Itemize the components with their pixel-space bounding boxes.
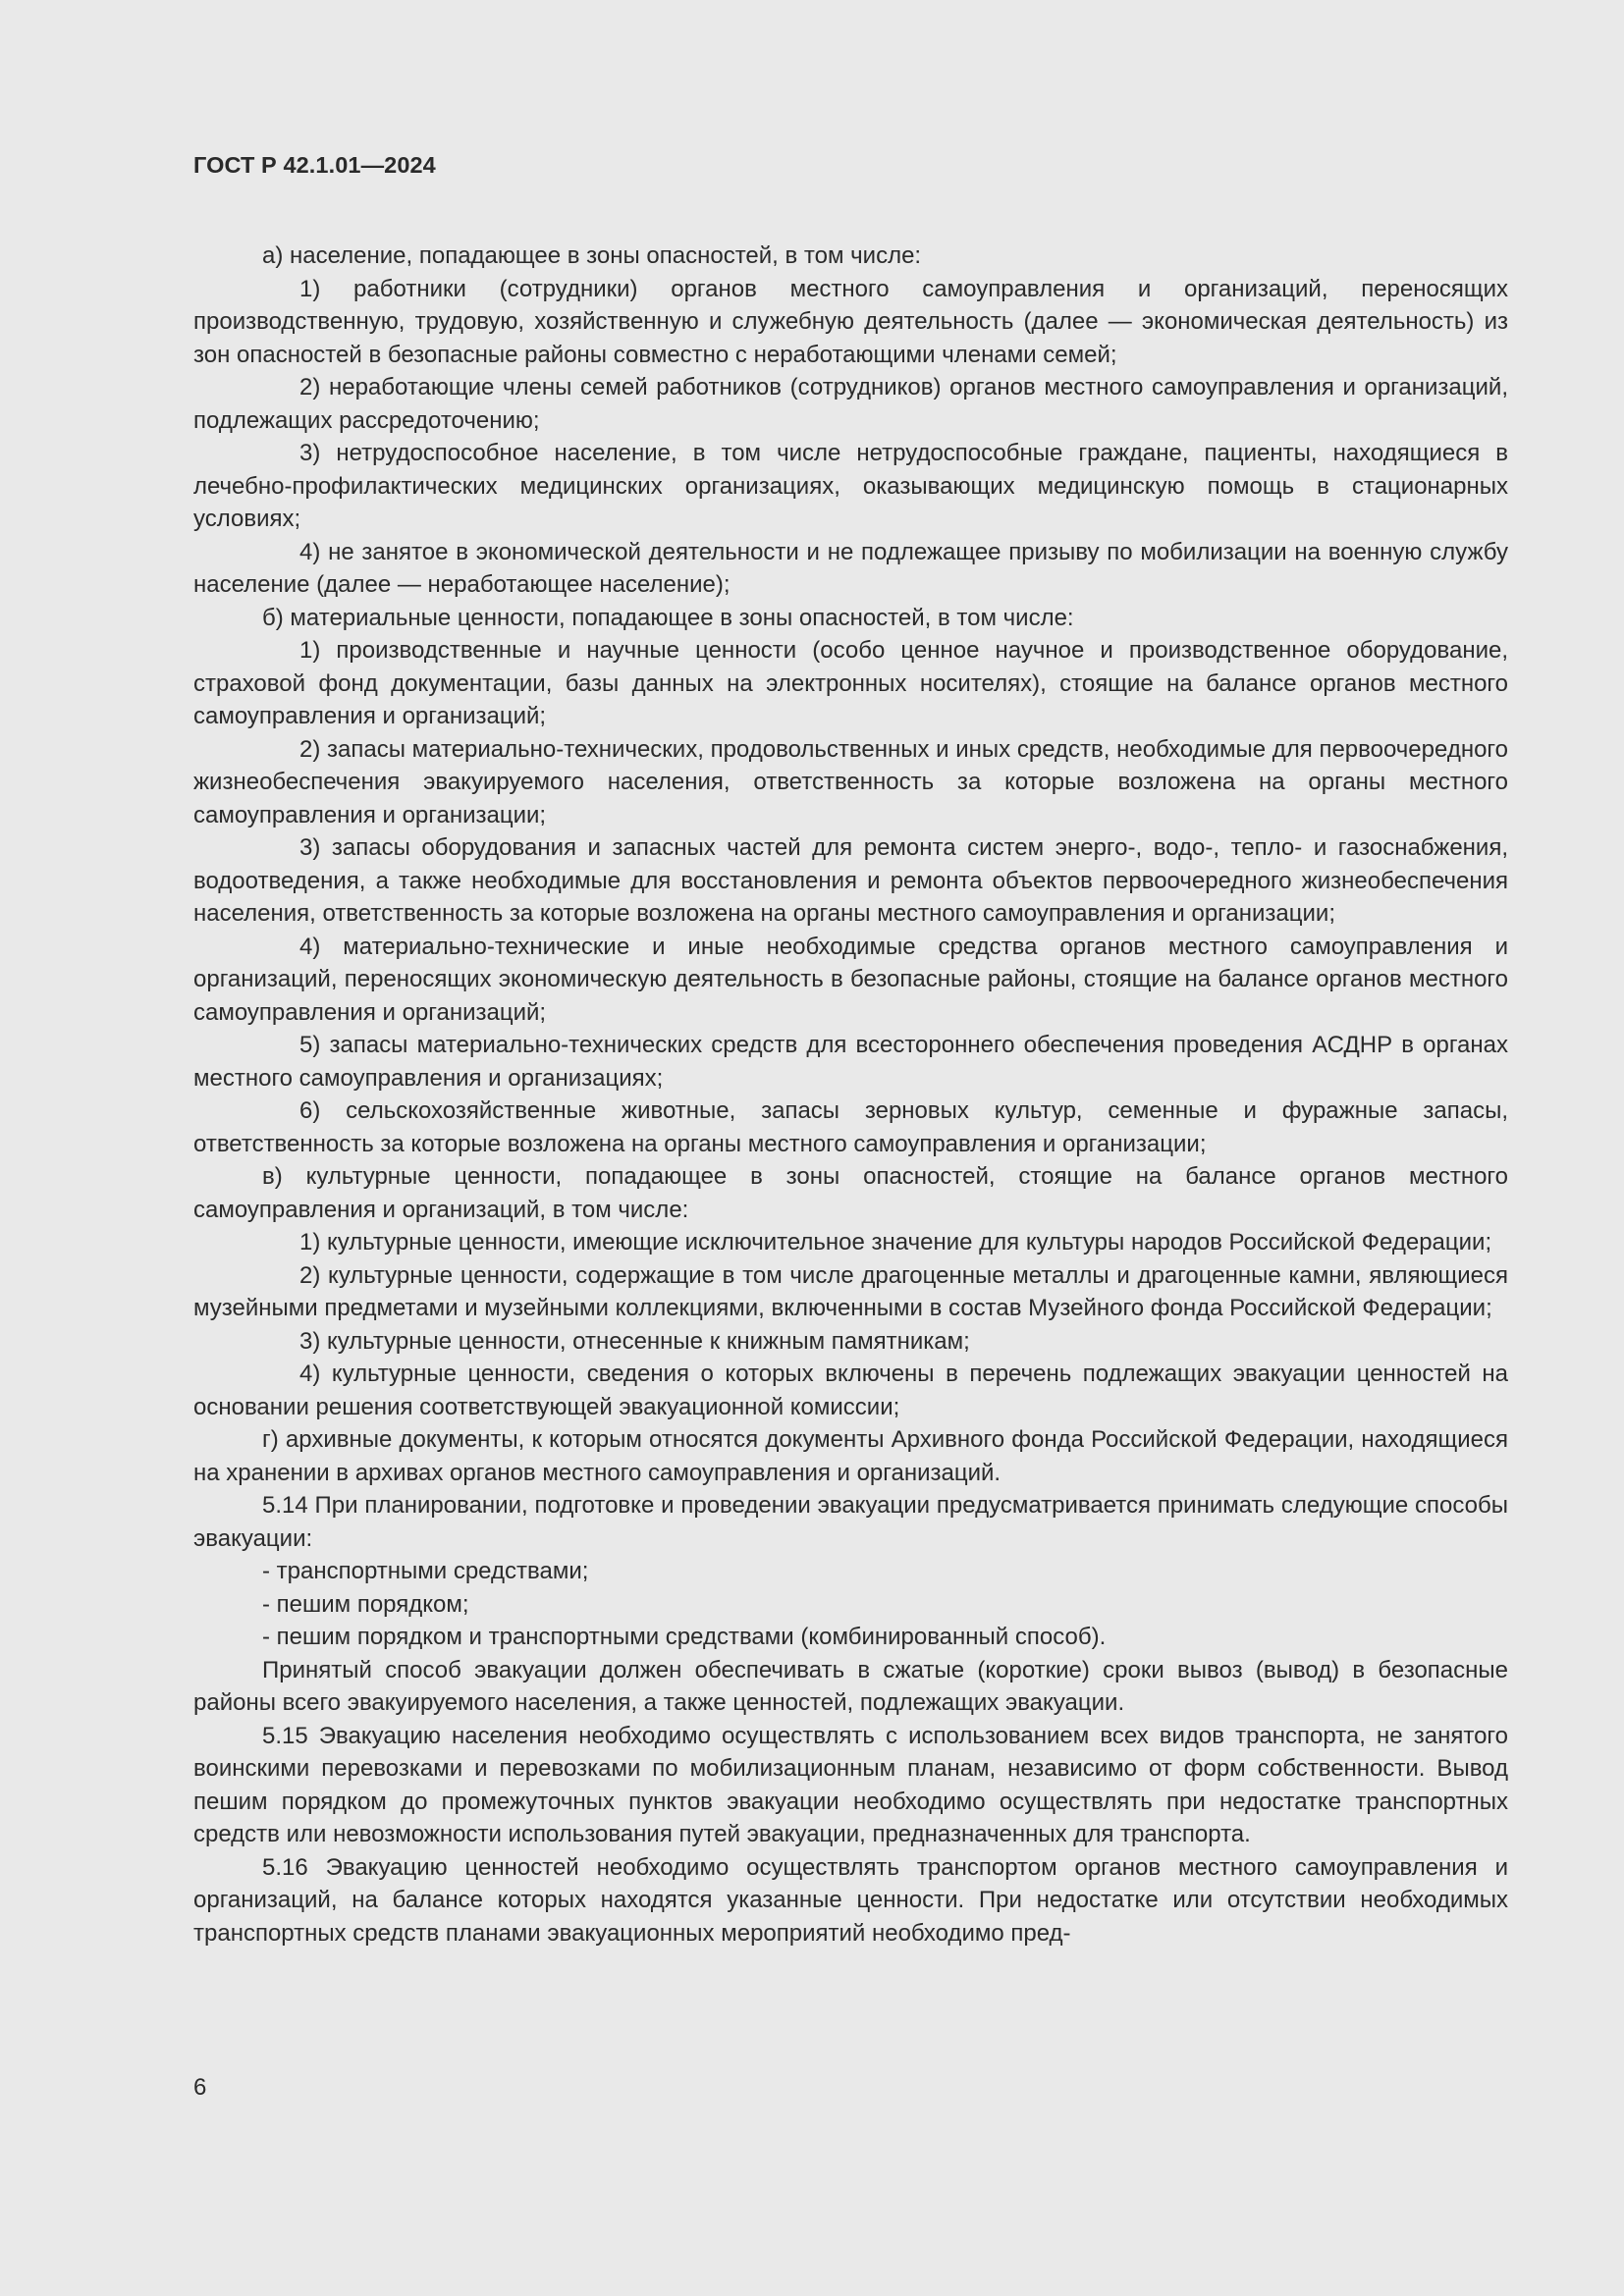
document-page [193,147,1508,1949]
paragraph: 1) производственные и научные ценности (особо ценное научное и производственное оборудование, страховой фонд документации, базы данных на электронных носителях), стоящие на балансе органов местного самоуправления и организаций; [193,637,1508,729]
paragraph: 5.14 При планировании, подготовке и проведении эвакуации предусматривается принимать следующие способы эвакуации: [193,1492,1508,1552]
list-item: - пешим порядком; [262,1590,469,1618]
paragraph: а) население, попадающее в зоны опасностей, в том числе: [262,242,922,269]
paragraph: 3) нетрудоспособное население, в том числе нетрудоспособные граждане, пациенты, находящиеся в лечебно-профилактических медицинских организациях, оказывающих медицинскую помощь в стационарных условиях; [193,440,1508,532]
paragraph: 1) культурные ценности, имеющие исключительное значение для культуры народов Российской Федерации; [299,1229,1492,1255]
document-header: ГОСТ Р 42.1.01—2024 [193,152,436,178]
paragraph: г) архивные документы, к которым относятся документы Архивного фонда Российской Федерации, находящиеся на хранении в архивах органов местного самоуправления и организаций. [193,1426,1508,1486]
paragraph: 1) работники (сотрудники) органов местного самоуправления и организаций, переносящих производственную, трудовую, хозяйственную и служебную деятельность (далее — экономическая деятельность) из зон опасностей в безопасные районы совместно с неработающими членами семей; [193,275,1508,368]
paragraph: 3) культурные ценности, отнесенные к книжным памятникам; [299,1327,970,1355]
paragraph: 6) сельскохозяйственные животные, запасы зерновых культур, семенные и фуражные запасы, ответственность за которые возложена на органы местного самоуправления и организации; [193,1097,1508,1157]
paragraph: 5) запасы материально-технических средств для всестороннего обеспечения проведения АСДНР в органах местного самоуправления и организациях; [193,1032,1508,1092]
list-item: - транспортными средствами; [262,1558,589,1584]
paragraph: 5.16 Эвакуацию ценностей необходимо осуществлять транспортом органов местного самоуправления и организаций, на балансе которых находятся указанные ценности. При недостатке или отсутствии необходимых транспортных средств планами эвакуационных мероприятий необходимо пред- [193,1853,1508,1947]
paragraph: Принятый способ эвакуации должен обеспечивать в сжатые (короткие) сроки вывоз (вывод) в безопасные районы всего эвакуируемого населения, а также ценностей, подлежащих эвакуации. [193,1656,1508,1716]
paragraph: 5.15 Эвакуацию населения необходимо осуществлять с использованием всех видов транспорта, не занятого воинскими перевозками и перевозками по мобилизационным планам, независимо от форм собственности. Вывод пешим порядком до промежуточных пунктов эвакуации необходимо осуществлять при недостатке транспортных средств или невозможности использования путей эвакуации, предназначенных для транспорта. [193,1722,1508,1847]
paragraph: 2) запасы материально-технических, продовольственных и иных средств, необходимые для первоочередного жизнеобеспечения эвакуируемого населения, ответственность за которые возложена на органы местного самоуправления и организации; [193,735,1508,828]
page-number: 6 [193,2074,207,2101]
paragraph: 4) не занятое в экономической деятельности и не подлежащее призыву по мобилизации на военную службу население (далее — неработающее население); [193,538,1508,598]
paragraph: 4) культурные ценности, сведения о которых включены в перечень подлежащих эвакуации ценностей на основании решения соответствующей эвакуационной комиссии; [193,1361,1508,1420]
paragraph: в) культурные ценности, попадающее в зоны опасностей, стоящие на балансе органов местного самоуправления и организаций, в том числе: [193,1163,1508,1223]
document-body [193,240,1508,1949]
list-item: - пешим порядком и транспортными средствами (комбинированный способ). [262,1624,1107,1650]
paragraph: б) материальные ценности, попадающее в зоны опасностей, в том числе: [262,604,1074,631]
paragraph: 2) культурные ценности, содержащие в том числе драгоценные металлы и драгоценные камни, являющиеся музейными предметами и музейными коллекциями, включенными в состав Музейного фонда Российской Федерации; [193,1261,1508,1321]
paragraph: 3) запасы оборудования и запасных частей для ремонта систем энерго-, водо-, тепло- и газоснабжения, водоотведения, а также необходимые для восстановления и ремонта объектов первоочередного жизнеобеспечения населения, ответственность за которые возложена на органы местного самоуправления и организации; [193,834,1508,927]
paragraph: 2) неработающие члены семей работников (сотрудников) органов местного самоуправления и организаций, подлежащих рассредоточению; [193,374,1508,434]
paragraph: 4) материально-технические и иные необходимые средства органов местного самоуправления и организаций, переносящих экономическую деятельность в безопасные районы, стоящие на балансе органов местного самоуправления и организаций; [193,933,1508,1026]
